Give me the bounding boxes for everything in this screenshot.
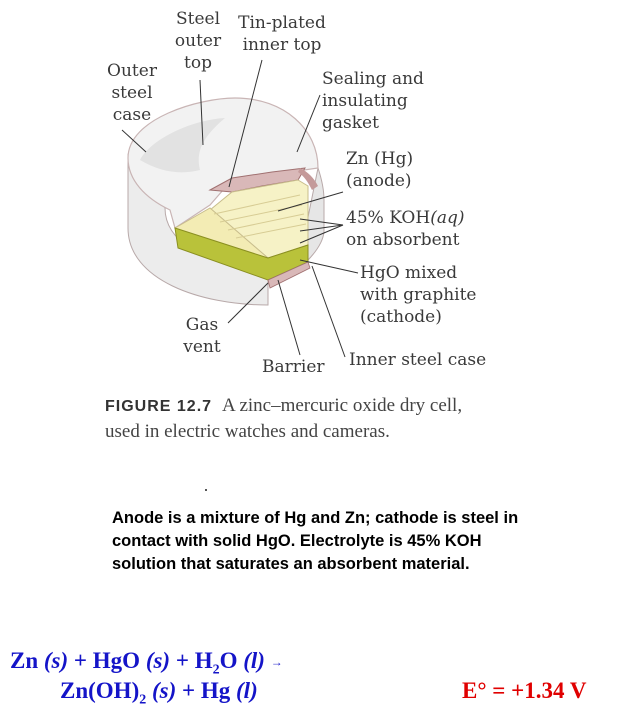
label-line: gasket <box>322 113 379 133</box>
label-outer-steel-case <box>100 60 164 126</box>
figure-caption-text: A zinc–mercuric oxide dry cell, used in electric watches and cameras. <box>105 395 463 442</box>
label-line: top <box>184 53 212 73</box>
eq-hgo: HgO <box>92 648 141 673</box>
equation-line-1 <box>10 648 283 679</box>
label-line: (anode) <box>346 171 412 191</box>
stray-dot <box>205 489 207 491</box>
eq-zn: Zn <box>10 648 39 673</box>
label-tin-plated-inner-top <box>232 12 332 56</box>
label-barrier: Barrier <box>262 357 325 377</box>
label-line: (cathode) <box>360 307 442 327</box>
eq-state: (s) <box>151 678 177 703</box>
label-line: Tin-plated <box>238 13 326 33</box>
eq-plus: + <box>182 678 196 703</box>
eq-subscript: 2 <box>212 662 220 678</box>
label-line: steel <box>111 83 153 103</box>
eq-plus: + <box>73 648 88 673</box>
eq-znoh2 <box>60 678 147 708</box>
label-line: Zn (Hg) <box>346 149 414 169</box>
label-line: Gas <box>185 315 219 335</box>
label-line: HgO mixed <box>360 263 458 283</box>
electrolyte-aq: (aq) <box>430 208 465 228</box>
eq-state: (l) <box>243 648 265 673</box>
label-anode <box>346 148 413 192</box>
figure-number: FIGURE 12.7 <box>105 398 213 415</box>
eq-hg: Hg <box>200 678 231 703</box>
label-inner-steel-case: Inner steel case <box>349 350 487 370</box>
label-cathode <box>360 262 476 328</box>
eq-h: H <box>194 648 213 673</box>
eq-water <box>194 648 238 678</box>
eq-plus: + <box>175 648 189 673</box>
label-line: inner top <box>242 35 322 55</box>
label-line: on absorbent <box>346 230 460 250</box>
label-line: case <box>112 105 152 125</box>
eq-o: O <box>219 648 238 673</box>
label-line <box>346 207 465 229</box>
explanatory-note: Anode is a mixture of Hg and Zn; cathode is steel in contact with solid HgO. Electrolyte is 45% KOH solution that saturates an absorbent material. <box>112 509 519 573</box>
label-gas-vent <box>176 314 228 358</box>
label-line: Sealing and <box>322 69 424 89</box>
label-line: vent <box>183 337 221 357</box>
label-line: Steel <box>175 9 221 29</box>
label-electrolyte <box>346 207 465 251</box>
eq-state: (s) <box>43 648 69 673</box>
label-sealing-gasket <box>322 68 424 134</box>
label-line: insulating <box>322 91 408 111</box>
eq-znoh: Zn(OH) <box>60 678 140 703</box>
figure-caption <box>105 393 495 444</box>
reaction-arrow-icon: → <box>270 655 283 670</box>
eq-subscript: 2 <box>139 692 147 708</box>
electrolyte-text: 45% KOH <box>346 208 431 228</box>
label-line: outer <box>174 31 222 51</box>
standard-potential: E° = +1.34 V <box>462 678 587 703</box>
eq-state: (s) <box>145 648 171 673</box>
label-line: with graphite <box>360 285 477 305</box>
eq-state: (l) <box>236 678 258 703</box>
label-steel-outer-top <box>168 8 228 74</box>
equation-line-2 <box>60 678 258 709</box>
label-line: Outer <box>107 61 157 81</box>
